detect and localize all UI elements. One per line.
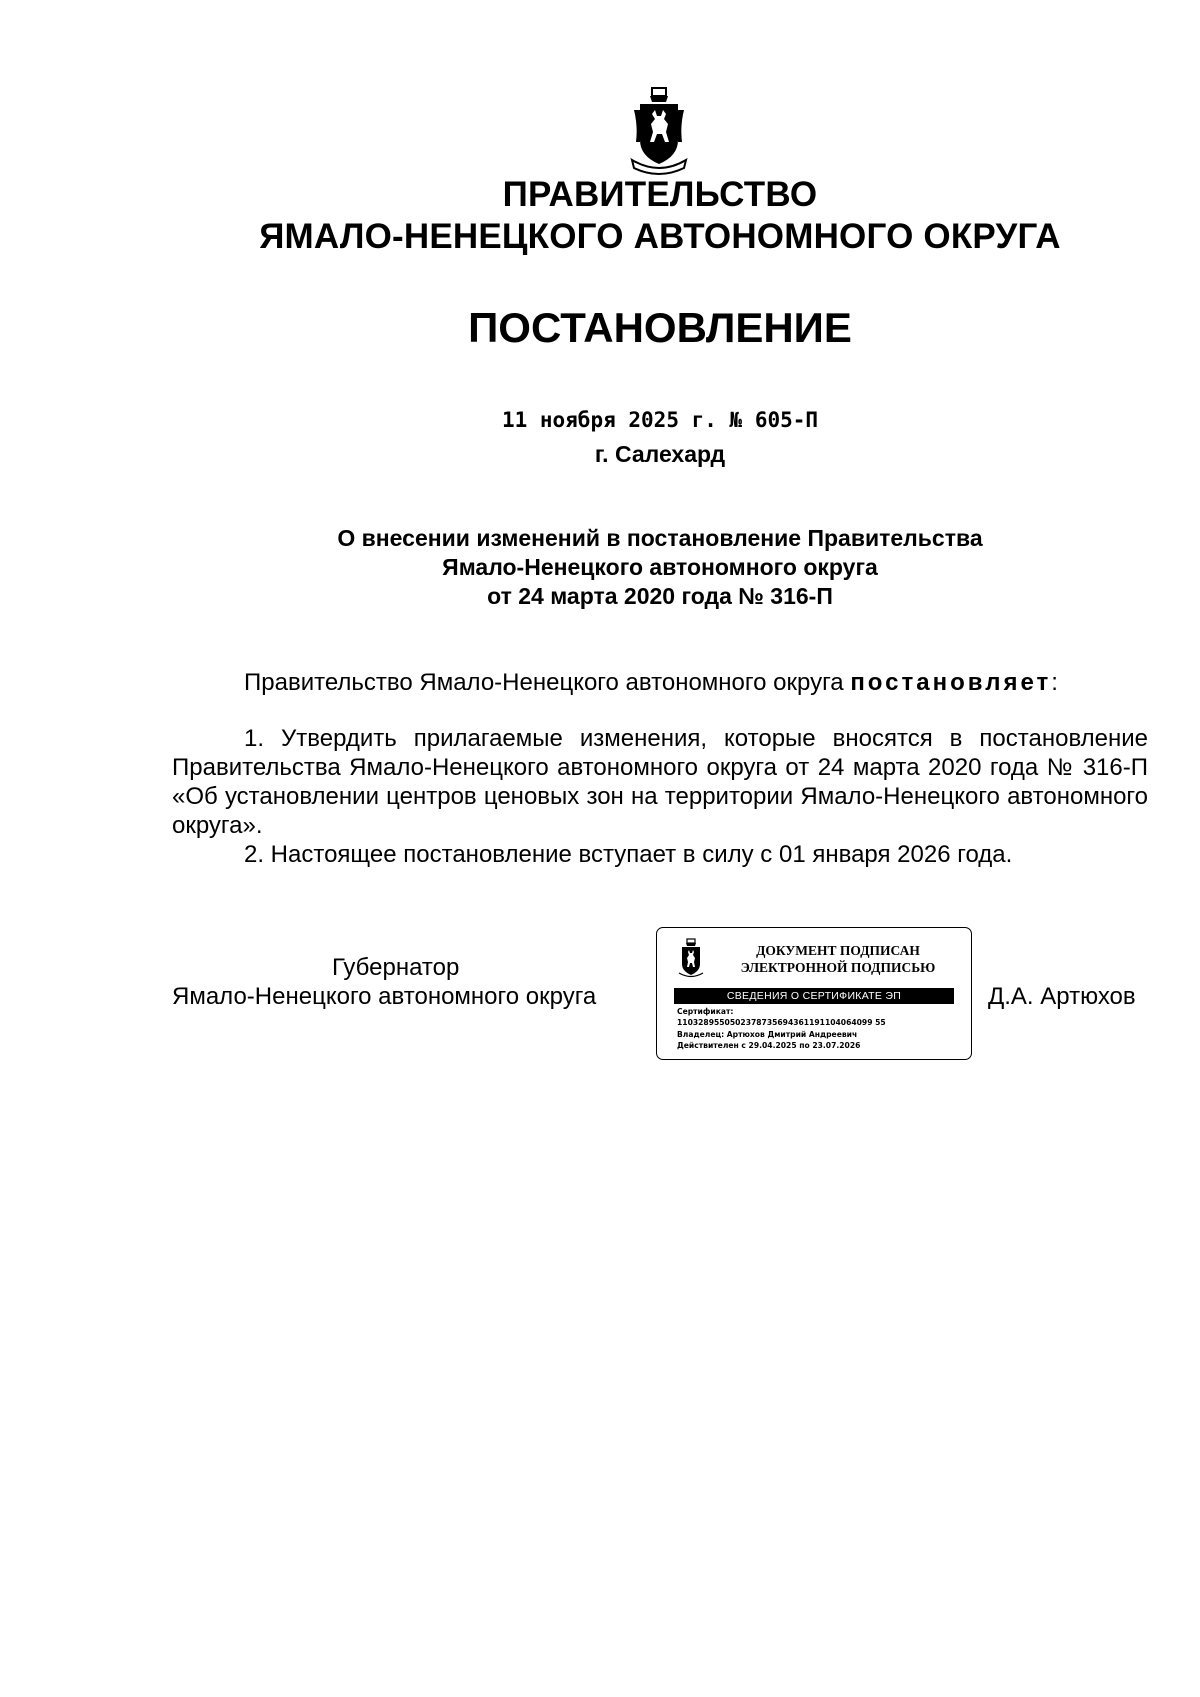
government-title-line1: ПРАВИТЕЛЬСТВО: [502, 175, 818, 214]
document-subject: [170, 524, 1150, 611]
stamp-title-line1: ДОКУМЕНТ ПОДПИСАН: [756, 943, 920, 958]
government-title: [0, 174, 1200, 258]
document-body: [172, 668, 1148, 869]
stamp-cert-number: 1103289550502378735694361191104064099 55: [677, 1018, 886, 1028]
stamp-certificate-bar: СВЕДЕНИЯ О СЕРТИФИКАТЕ ЭП: [674, 988, 954, 1004]
item-2-paragraph: 2. Настоящее постановление вступает в силу с 01 января 2026 года.: [244, 841, 1013, 868]
intro-end: :: [1051, 669, 1058, 696]
intro-text: Правительство Ямало-Ненецкого автономного округа: [244, 669, 851, 696]
signatory-position-line1: Губернатор: [332, 954, 460, 981]
signatory-position-line2: Ямало-Ненецкого автономного округа: [172, 983, 597, 1010]
intro-paragraph: [172, 668, 1148, 697]
stamp-certificate-info: [677, 1006, 967, 1051]
stamp-title-line2: ЭЛЕКТРОННОЙ ПОДПИСЬЮ: [740, 960, 936, 975]
stamp-owner: Владелец: Артюхов Дмитрий Андреевич: [677, 1029, 858, 1039]
subject-line3: от 24 марта 2020 года № 316-П: [487, 583, 833, 609]
government-title-line2: ЯМАЛО-НЕНЕЦКОГО АВТОНОМНОГО ОКРУГА: [259, 217, 1061, 256]
city: г. Салехард: [594, 441, 726, 467]
stamp-validity: Действителен с 29.04.2025 по 23.07.2026: [677, 1040, 861, 1050]
document-type-title: ПОСТАНОВЛЕНИЕ: [468, 304, 852, 351]
intro-emphasis: постановляет: [850, 669, 1052, 696]
date-and-number: 11 ноября 2025 г. № 605-П: [501, 408, 819, 432]
signatory-name: Д.А. Артюхов: [988, 983, 1136, 1010]
subject-line2: Ямало-Ненецкого автономного округа: [442, 554, 878, 580]
stamp-title: [727, 942, 949, 976]
electronic-signature-stamp: [656, 927, 972, 1060]
stamp-cert-label: Сертификат:: [677, 1007, 734, 1016]
signatory-position: [172, 953, 642, 1011]
subject-line1: О внесении изменений в постановление Правительства: [337, 525, 983, 551]
stamp-emblem-icon: [677, 938, 705, 980]
coat-of-arms-emblem: [628, 86, 690, 176]
item-1-paragraph: 1. Утвердить прилагаемые изменения, которые вносятся в постановление Правительства Ямало-Ненецкого автономного округа от 24 марта 2020 года № 316-П «Об установлении центров ценовых зон на территории Ямало-Ненецкого автономного округа».: [172, 725, 1148, 839]
